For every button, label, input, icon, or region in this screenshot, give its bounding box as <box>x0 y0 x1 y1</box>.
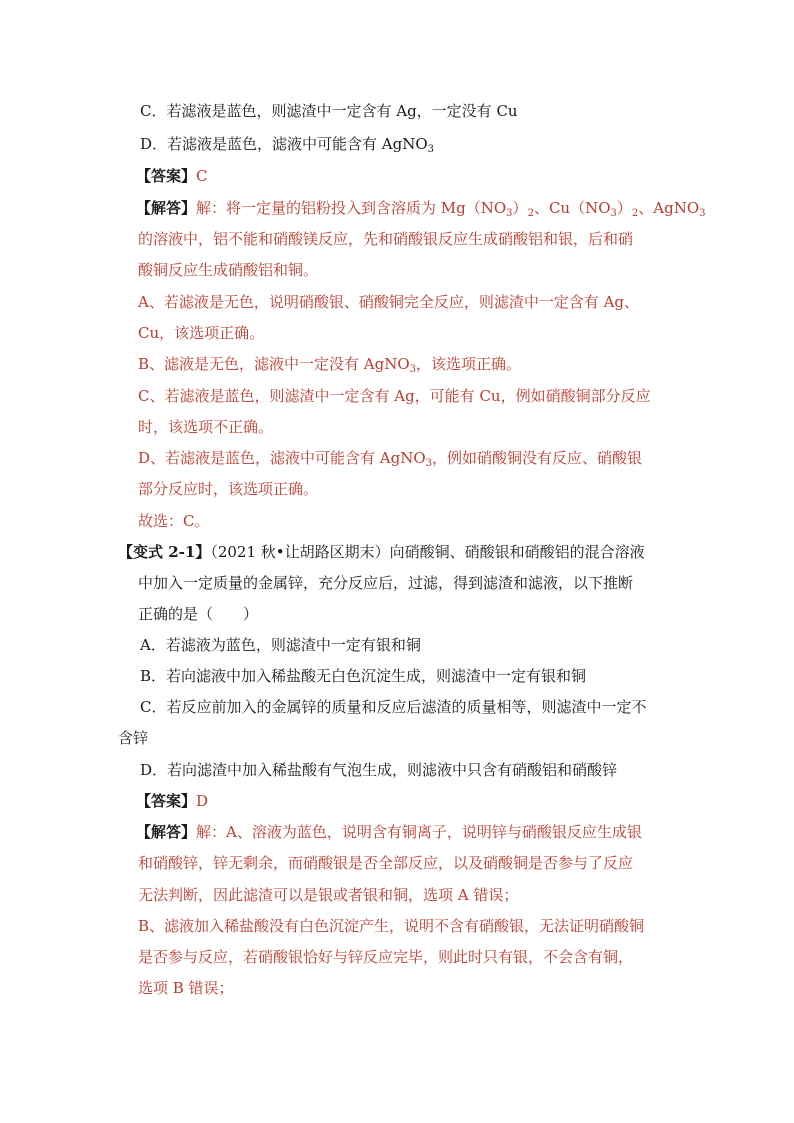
q2-option-b: B．若向滤液中加入稀盐酸无白色沉淀生成，则滤渣中一定有银和铜 <box>140 667 587 685</box>
q1-d-line1: D、若滤液是蓝色，滤液中可能含有 AgNO$_3$，例如硝酸铜没有反应、硝酸银 <box>138 449 643 469</box>
q2-analysis-line2: 和硝酸锌，锌无剩余，而硝酸银是否全部反应，以及硝酸铜是否参与了反应 <box>138 854 634 872</box>
q1-analysis-line1: 【解答】解：将一定量的铝粉投入到含溶质为 $Mg(NO_3)_2$、$Cu(NO_3)_2$、AgNO$_3$ <box>136 199 706 219</box>
q1-c-line1: C、若滤液是蓝色，则滤渣中一定含有 Ag，可能有 Cu，例如硝酸铜部分反应 <box>138 387 651 405</box>
q1-c-line2: 时，该选项不正确。 <box>138 418 274 436</box>
q2-option-c-line2: 含锌 <box>118 729 149 747</box>
q1-answer: 【答案】C <box>136 167 208 185</box>
q1-option-c: C．若滤液是蓝色，则滤渣中一定含有 Ag，一定没有 Cu <box>140 102 518 120</box>
q1-b-line1: B、滤液是无色，滤液中一定没有 AgNO$_3$，该选项正确。 <box>138 355 522 375</box>
q2-b-line3: 选项 B 错误； <box>138 979 234 997</box>
q2-analysis-line3: 无法判断，因此滤渣可以是银或者银和铜，选项 A 错误； <box>138 886 519 904</box>
q1-analysis-line2: 的溶液中，铝不能和硝酸镁反应，先和硝酸银反应生成硝酸铝和银，后和硝 <box>138 230 634 248</box>
q2-answer: 【答案】D <box>136 792 209 810</box>
q1-d-line2: 部分反应时，该选项正确。 <box>138 480 319 498</box>
q2-b-line1: B、滤液加入稀盐酸没有白色沉淀产生，说明不含有硝酸银，无法证明硝酸铜 <box>138 917 645 935</box>
q2-stem-line3: 正确的是（ ） <box>138 605 259 623</box>
q2-stem-line2: 中加入一定质量的金属锌，充分反应后，过滤，得到滤渣和滤液，以下推断 <box>138 574 634 592</box>
q1-a-line1: A、若滤液是无色，说明硝酸银、硝酸铜完全反应，则滤渣中一定含有 Ag、 <box>138 293 640 311</box>
q2-analysis-line1: 【解答】解：A、溶液为蓝色，说明含有铜离子，说明锌与硝酸银反应生成银 <box>136 823 642 841</box>
q1-option-d: D．若滤液是蓝色，滤液中可能含有 AgNO$_3$ <box>140 135 435 155</box>
q1-analysis-line3: 酸铜反应生成硝酸铝和铜。 <box>138 261 319 279</box>
q1-a-line2: Cu，该选项正确。 <box>138 324 265 342</box>
q2-b-line2: 是否参与反应，若硝酸银恰好与锌反应完毕，则此时只有银，不会含有铜， <box>138 948 634 966</box>
q1-choose: 故选：C。 <box>138 512 210 530</box>
q2-option-c-line1: C．若反应前加入的金属锌的质量和反应后滤渣的质量相等，则滤渣中一定不 <box>140 698 647 716</box>
q2-stem-line1: 【变式 2-1】（2021 秋•让胡路区期末）向硝酸铜、硝酸银和硝酸铝的混合溶液 <box>118 543 645 561</box>
q2-option-a: A．若滤液为蓝色，则滤渣中一定有银和铜 <box>140 636 421 654</box>
q2-option-d: D．若向滤渣中加入稀盐酸有气泡生成，则滤液中只含有硝酸铝和硝酸锌 <box>140 761 618 779</box>
